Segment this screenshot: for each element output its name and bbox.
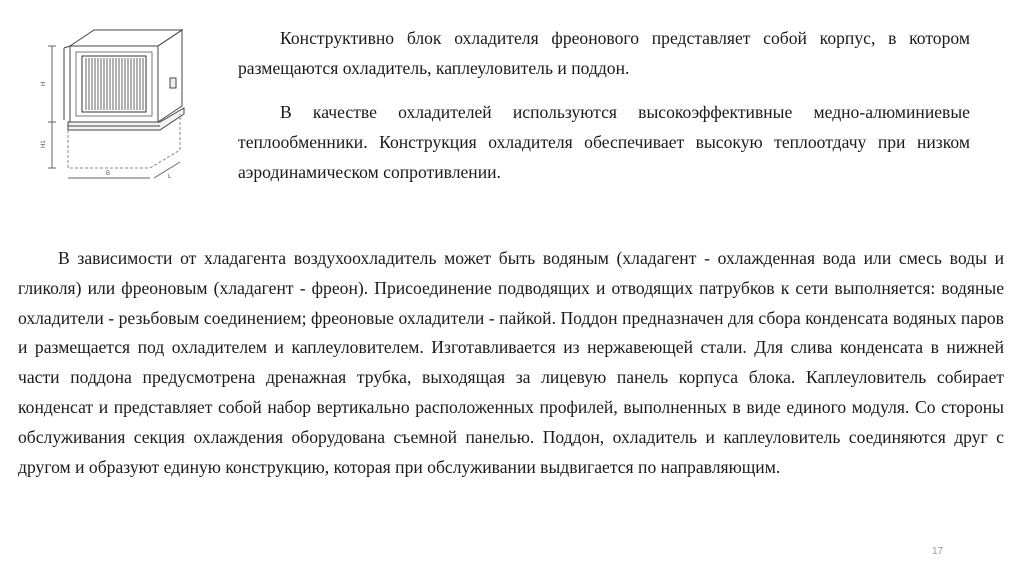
main-paragraph: В зависимости от хладагента воздухоохладитель может быть водяным (хладагент - охлажденная вода или смесь воды и гликоля) или фреоновым (хладагент - фреон). Присоединение подводящих и отводящих патрубков к сети выполняется: водяные охладители - резьбовым соединением; фреоновые охладители - пайкой. Поддон предназначен для сбора конденсата водяных паров и размещается под охладителем и каплеуловителем. Изготавливается из нержавеющей стали. Для слива конденсата в нижней части поддона предусмотрена дренажная трубка, выходящая за лицевую панель корпуса блока. Каплеуловитель собирает конденсат и представляет собой набор вертикально расположенных профилей, выполненных в виде единого модуля. Со стороны обслуживания секция охлаждения оборудована съемной панелью. Поддон, охладитель и каплеуловитель соединяются друг с другом и образуют единую конструкцию, которая при обслуживании выдвигается по направляющим. xyxy=(18,248,1004,477)
cooler-unit-drawing xyxy=(30,18,230,193)
intro-paragraph: Конструктивно блок охладителя фреонового представляет собой корпус, в котором размещаются охладитель, каплеуловитель и поддон. xyxy=(238,28,970,78)
svg-text:H1: H1 xyxy=(41,140,47,148)
svg-text:B: B xyxy=(106,171,111,177)
svg-text:H: H xyxy=(41,81,47,86)
coolers-paragraph: В качестве охладителей используются высокоэффективные медно-алюминиевые теплообменники. Конструкция охладителя обеспечивает высокую теплоотдачу при низком аэродинамическом сопротивлении. xyxy=(238,102,970,182)
cooler-unit-drawing-icon xyxy=(30,18,230,193)
svg-text:L: L xyxy=(168,174,172,180)
page-number: 17 xyxy=(932,546,944,557)
